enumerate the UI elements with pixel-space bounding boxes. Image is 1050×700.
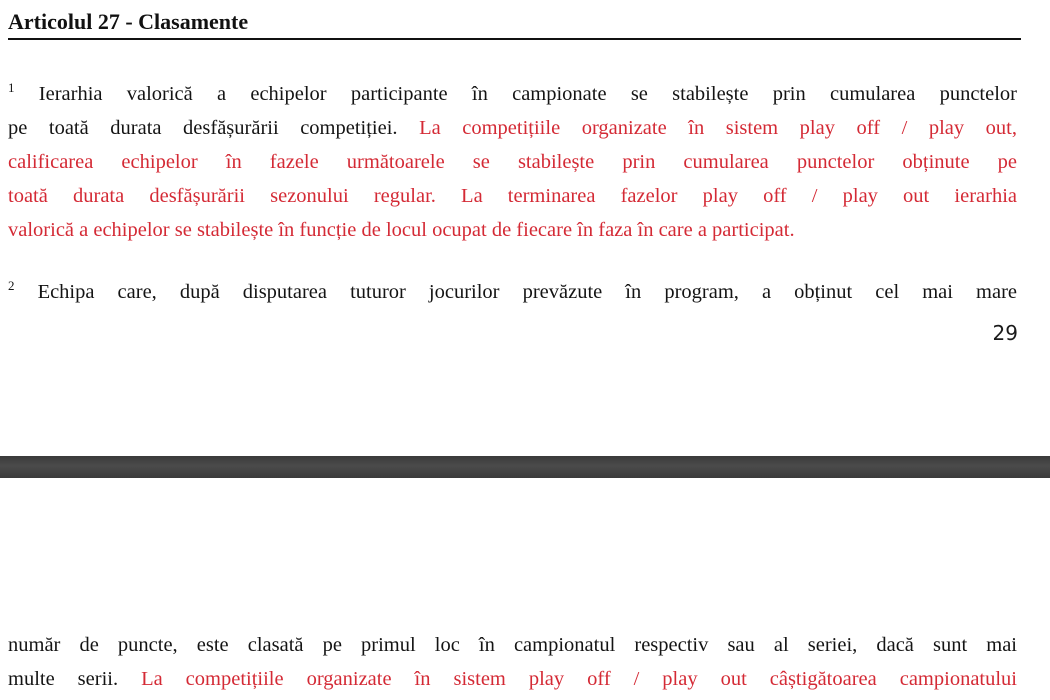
paragraph-1-line-2 [8, 111, 1017, 145]
paragraph-1 [8, 77, 1017, 213]
paragraph-1-marker: 1 [8, 80, 15, 95]
paragraph-2-marker: 2 [8, 278, 15, 293]
page-number: 29 [992, 321, 1018, 345]
article-heading: Articolul 27 - Clasamente [8, 9, 249, 34]
paragraph-1-line-1: $^1$ Ierarhia valorică a echipelor participante în campionate se stabilește prin cumularea punctelor [8, 80, 1018, 105]
paragraph-2 [8, 275, 1017, 309]
next-page-line-1: număr de puncte, este clasată pe primul loc în campionatul respectiv sau al seriei, dacă sunt mai [8, 634, 1017, 656]
paragraph-1-line-3: calificarea echipelor în fazele următoarele se stabilește prin cumularea punctelor obținute pe [8, 151, 1017, 173]
next-page-line-2-black: multe serii. [8, 668, 119, 690]
paragraph-1-line-4: toată durata desfășurării sezonului regular. La terminarea fazelor play off / play out ierarhia [8, 185, 1017, 207]
next-page-paragraph [8, 628, 1017, 696]
next-page-line-2-red: La competițiile organizate în sistem play off / play out câștigătoarea campionatului [118, 668, 1018, 690]
document-page-bottom [0, 478, 1050, 700]
paragraph-1-line-5: valorică a echipelor se stabilește în funcție de locul ocupat de fiecare în faza în care a participat. [8, 219, 795, 241]
paragraph-1-line-2-black: pe toată durata desfășurării competiției. [8, 117, 398, 139]
paragraph-2-line-1: $^2$ Echipa care, după disputarea tuturor jocurilor prevăzute în program, a obținut cel mai mare [8, 278, 1017, 303]
next-page-line-2 [8, 662, 1017, 696]
heading-underline [8, 38, 1021, 40]
paragraph-1-line-2-red: La competițiile organizate în sistem play off / play out, [397, 117, 1017, 139]
page-separator [0, 456, 1050, 478]
